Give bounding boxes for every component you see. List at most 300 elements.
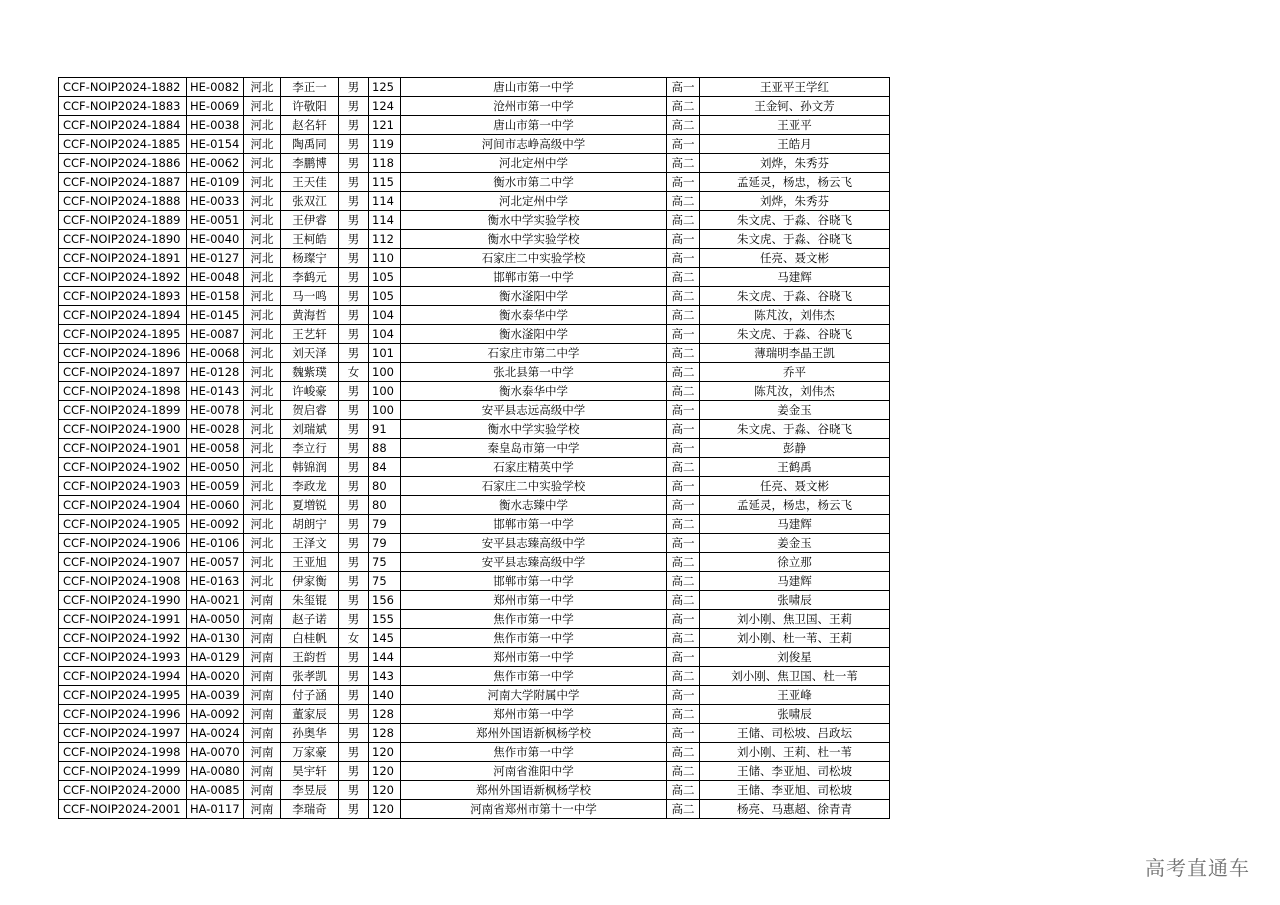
cell-seat-id: HA-0039 <box>187 686 244 705</box>
cell-score: 155 <box>369 610 401 629</box>
cell-gender: 男 <box>339 667 369 686</box>
cell-seat-id: HE-0057 <box>187 553 244 572</box>
cell-coaches: 马建辉 <box>700 268 890 287</box>
cell-province: 河北 <box>244 249 281 268</box>
cell-score: 110 <box>369 249 401 268</box>
table-row <box>59 439 890 458</box>
cell-school: 邯郸市第一中学 <box>401 268 667 287</box>
cell-school: 河南大学附属中学 <box>401 686 667 705</box>
cell-student-name: 杨璨宁 <box>281 249 339 268</box>
cell-school: 邯郸市第一中学 <box>401 515 667 534</box>
cell-student-name: 韩锦润 <box>281 458 339 477</box>
table-row <box>59 496 890 515</box>
cell-coaches: 王储、李亚旭、司松坡 <box>700 781 890 800</box>
table-row <box>59 230 890 249</box>
cell-gender: 男 <box>339 572 369 591</box>
cell-grade: 高二 <box>667 382 700 401</box>
cell-grade: 高二 <box>667 743 700 762</box>
cell-contest-id: CCF-NOIP2024-1904 <box>59 496 187 515</box>
table-row <box>59 287 890 306</box>
table-row <box>59 97 890 116</box>
cell-student-name: 李鹏博 <box>281 154 339 173</box>
cell-contest-id: CCF-NOIP2024-1998 <box>59 743 187 762</box>
cell-seat-id: HE-0058 <box>187 439 244 458</box>
cell-school: 衡水中学实验学校 <box>401 420 667 439</box>
cell-seat-id: HE-0051 <box>187 211 244 230</box>
cell-coaches: 乔平 <box>700 363 890 382</box>
cell-contest-id: CCF-NOIP2024-1897 <box>59 363 187 382</box>
cell-student-name: 许敬阳 <box>281 97 339 116</box>
cell-score: 79 <box>369 515 401 534</box>
cell-grade: 高二 <box>667 116 700 135</box>
cell-score: 120 <box>369 800 401 819</box>
cell-score: 88 <box>369 439 401 458</box>
cell-grade: 高二 <box>667 572 700 591</box>
cell-student-name: 胡朗宁 <box>281 515 339 534</box>
cell-grade: 高一 <box>667 724 700 743</box>
cell-seat-id: HA-0130 <box>187 629 244 648</box>
cell-score: 115 <box>369 173 401 192</box>
cell-school: 唐山市第一中学 <box>401 78 667 97</box>
cell-student-name: 贺启睿 <box>281 401 339 420</box>
table-row <box>59 762 890 781</box>
cell-province: 河南 <box>244 781 281 800</box>
cell-score: 156 <box>369 591 401 610</box>
cell-seat-id: HE-0078 <box>187 401 244 420</box>
cell-student-name: 朱玺锟 <box>281 591 339 610</box>
cell-score: 120 <box>369 762 401 781</box>
cell-score: 100 <box>369 401 401 420</box>
cell-score: 75 <box>369 553 401 572</box>
cell-contest-id: CCF-NOIP2024-1891 <box>59 249 187 268</box>
cell-seat-id: HE-0158 <box>187 287 244 306</box>
table-row <box>59 572 890 591</box>
cell-grade: 高二 <box>667 287 700 306</box>
cell-school: 衡水泰华中学 <box>401 306 667 325</box>
cell-student-name: 赵名轩 <box>281 116 339 135</box>
table-row <box>59 420 890 439</box>
cell-gender: 男 <box>339 496 369 515</box>
cell-contest-id: CCF-NOIP2024-1887 <box>59 173 187 192</box>
cell-student-name: 付子涵 <box>281 686 339 705</box>
cell-province: 河北 <box>244 572 281 591</box>
cell-province: 河北 <box>244 268 281 287</box>
cell-seat-id: HA-0021 <box>187 591 244 610</box>
cell-score: 100 <box>369 363 401 382</box>
table-row <box>59 724 890 743</box>
cell-seat-id: HE-0068 <box>187 344 244 363</box>
cell-gender: 男 <box>339 686 369 705</box>
cell-seat-id: HE-0106 <box>187 534 244 553</box>
cell-seat-id: HE-0092 <box>187 515 244 534</box>
table-row <box>59 363 890 382</box>
cell-province: 河北 <box>244 401 281 420</box>
cell-student-name: 魏紫璞 <box>281 363 339 382</box>
cell-contest-id: CCF-NOIP2024-1895 <box>59 325 187 344</box>
cell-student-name: 张孝凯 <box>281 667 339 686</box>
cell-gender: 女 <box>339 363 369 382</box>
cell-grade: 高二 <box>667 344 700 363</box>
table-row <box>59 553 890 572</box>
cell-gender: 男 <box>339 97 369 116</box>
cell-seat-id: HA-0129 <box>187 648 244 667</box>
cell-province: 河南 <box>244 610 281 629</box>
cell-student-name: 刘天泽 <box>281 344 339 363</box>
cell-school: 衡水泰华中学 <box>401 382 667 401</box>
cell-coaches: 杨亮、马惠超、徐青青 <box>700 800 890 819</box>
cell-school: 衡水中学实验学校 <box>401 230 667 249</box>
cell-gender: 男 <box>339 553 369 572</box>
table-row <box>59 591 890 610</box>
cell-gender: 男 <box>339 439 369 458</box>
cell-score: 143 <box>369 667 401 686</box>
cell-contest-id: CCF-NOIP2024-1992 <box>59 629 187 648</box>
cell-gender: 男 <box>339 610 369 629</box>
cell-province: 河北 <box>244 363 281 382</box>
cell-coaches: 王金钶、孙文芳 <box>700 97 890 116</box>
cell-score: 91 <box>369 420 401 439</box>
cell-school: 焦作市第一中学 <box>401 667 667 686</box>
cell-gender: 男 <box>339 534 369 553</box>
cell-seat-id: HE-0087 <box>187 325 244 344</box>
cell-grade: 高二 <box>667 154 700 173</box>
cell-seat-id: HE-0040 <box>187 230 244 249</box>
cell-province: 河南 <box>244 743 281 762</box>
cell-student-name: 王伊睿 <box>281 211 339 230</box>
cell-score: 112 <box>369 230 401 249</box>
cell-grade: 高一 <box>667 439 700 458</box>
cell-seat-id: HE-0127 <box>187 249 244 268</box>
cell-contest-id: CCF-NOIP2024-1903 <box>59 477 187 496</box>
cell-province: 河北 <box>244 116 281 135</box>
cell-contest-id: CCF-NOIP2024-1889 <box>59 211 187 230</box>
cell-coaches: 薄瑞明李晶王凯 <box>700 344 890 363</box>
cell-gender: 男 <box>339 591 369 610</box>
cell-gender: 男 <box>339 382 369 401</box>
cell-student-name: 王韵哲 <box>281 648 339 667</box>
cell-seat-id: HE-0082 <box>187 78 244 97</box>
cell-seat-id: HA-0080 <box>187 762 244 781</box>
cell-contest-id: CCF-NOIP2024-1899 <box>59 401 187 420</box>
cell-coaches: 王亚平王学红 <box>700 78 890 97</box>
cell-province: 河北 <box>244 135 281 154</box>
cell-student-name: 李昱辰 <box>281 781 339 800</box>
cell-score: 75 <box>369 572 401 591</box>
cell-grade: 高二 <box>667 515 700 534</box>
table-row <box>59 743 890 762</box>
cell-coaches: 王皓月 <box>700 135 890 154</box>
cell-coaches: 徐立那 <box>700 553 890 572</box>
cell-school: 唐山市第一中学 <box>401 116 667 135</box>
cell-contest-id: CCF-NOIP2024-1893 <box>59 287 187 306</box>
cell-coaches: 任亮、聂文彬 <box>700 477 890 496</box>
cell-score: 120 <box>369 743 401 762</box>
cell-gender: 男 <box>339 230 369 249</box>
cell-seat-id: HE-0028 <box>187 420 244 439</box>
cell-province: 河南 <box>244 705 281 724</box>
cell-province: 河北 <box>244 458 281 477</box>
cell-score: 104 <box>369 306 401 325</box>
cell-seat-id: HE-0050 <box>187 458 244 477</box>
table-row <box>59 211 890 230</box>
cell-contest-id: CCF-NOIP2024-1994 <box>59 667 187 686</box>
cell-contest-id: CCF-NOIP2024-1901 <box>59 439 187 458</box>
cell-school: 安平县志远高级中学 <box>401 401 667 420</box>
cell-contest-id: CCF-NOIP2024-1906 <box>59 534 187 553</box>
cell-province: 河北 <box>244 439 281 458</box>
cell-school: 郑州市第一中学 <box>401 591 667 610</box>
cell-province: 河北 <box>244 192 281 211</box>
cell-coaches: 刘小刚、焦卫国、王莉 <box>700 610 890 629</box>
table-row <box>59 705 890 724</box>
cell-student-name: 王亚旭 <box>281 553 339 572</box>
cell-coaches: 张啸辰 <box>700 705 890 724</box>
cell-province: 河北 <box>244 78 281 97</box>
cell-contest-id: CCF-NOIP2024-1908 <box>59 572 187 591</box>
cell-student-name: 王泽文 <box>281 534 339 553</box>
cell-coaches: 王储、司松坡、吕政坛 <box>700 724 890 743</box>
cell-coaches: 朱文虎、于淼、谷晓飞 <box>700 211 890 230</box>
cell-grade: 高一 <box>667 648 700 667</box>
cell-seat-id: HA-0050 <box>187 610 244 629</box>
cell-score: 114 <box>369 192 401 211</box>
cell-seat-id: HE-0062 <box>187 154 244 173</box>
cell-contest-id: CCF-NOIP2024-1990 <box>59 591 187 610</box>
results-table <box>58 77 890 819</box>
cell-province: 河北 <box>244 287 281 306</box>
table-row <box>59 268 890 287</box>
table-row <box>59 515 890 534</box>
cell-gender: 男 <box>339 648 369 667</box>
cell-gender: 男 <box>339 401 369 420</box>
cell-province: 河北 <box>244 344 281 363</box>
cell-contest-id: CCF-NOIP2024-1888 <box>59 192 187 211</box>
cell-coaches: 刘俊星 <box>700 648 890 667</box>
cell-province: 河北 <box>244 420 281 439</box>
cell-seat-id: HA-0085 <box>187 781 244 800</box>
cell-contest-id: CCF-NOIP2024-1902 <box>59 458 187 477</box>
cell-gender: 男 <box>339 154 369 173</box>
cell-grade: 高一 <box>667 249 700 268</box>
cell-school: 郑州市第一中学 <box>401 648 667 667</box>
cell-seat-id: HA-0070 <box>187 743 244 762</box>
cell-coaches: 朱文虎、于淼、谷晓飞 <box>700 230 890 249</box>
cell-contest-id: CCF-NOIP2024-1898 <box>59 382 187 401</box>
cell-gender: 男 <box>339 762 369 781</box>
cell-school: 衡水中学实验学校 <box>401 211 667 230</box>
cell-school: 郑州市第一中学 <box>401 705 667 724</box>
cell-student-name: 张双江 <box>281 192 339 211</box>
table-row <box>59 800 890 819</box>
cell-score: 114 <box>369 211 401 230</box>
cell-school: 石家庄二中实验学校 <box>401 477 667 496</box>
cell-student-name: 李立行 <box>281 439 339 458</box>
cell-score: 121 <box>369 116 401 135</box>
watermark-logo: 高考直通车 <box>1145 856 1250 880</box>
table-row <box>59 534 890 553</box>
cell-student-name: 白桂帆 <box>281 629 339 648</box>
cell-coaches: 孟延灵，杨忠，杨云飞 <box>700 496 890 515</box>
table-row <box>59 458 890 477</box>
cell-student-name: 万家豪 <box>281 743 339 762</box>
results-body <box>59 78 890 819</box>
table-row <box>59 382 890 401</box>
cell-student-name: 昊宇轩 <box>281 762 339 781</box>
cell-school: 河北定州中学 <box>401 154 667 173</box>
cell-contest-id: CCF-NOIP2024-1995 <box>59 686 187 705</box>
cell-gender: 男 <box>339 800 369 819</box>
cell-gender: 男 <box>339 135 369 154</box>
cell-province: 河北 <box>244 154 281 173</box>
cell-gender: 男 <box>339 724 369 743</box>
cell-province: 河北 <box>244 496 281 515</box>
cell-province: 河北 <box>244 477 281 496</box>
cell-school: 郑州外国语新枫杨学校 <box>401 724 667 743</box>
cell-gender: 男 <box>339 173 369 192</box>
cell-coaches: 马建辉 <box>700 572 890 591</box>
cell-score: 104 <box>369 325 401 344</box>
table-row <box>59 192 890 211</box>
cell-student-name: 李鹤元 <box>281 268 339 287</box>
cell-seat-id: HE-0048 <box>187 268 244 287</box>
cell-student-name: 黄海哲 <box>281 306 339 325</box>
cell-province: 河北 <box>244 97 281 116</box>
table-row <box>59 306 890 325</box>
cell-score: 128 <box>369 705 401 724</box>
cell-score: 80 <box>369 496 401 515</box>
cell-grade: 高二 <box>667 781 700 800</box>
cell-gender: 男 <box>339 515 369 534</box>
cell-coaches: 刘烨，朱秀芬 <box>700 192 890 211</box>
cell-student-name: 王天佳 <box>281 173 339 192</box>
cell-school: 石家庄市第二中学 <box>401 344 667 363</box>
cell-school: 焦作市第一中学 <box>401 629 667 648</box>
cell-score: 145 <box>369 629 401 648</box>
table-row <box>59 401 890 420</box>
cell-province: 河南 <box>244 800 281 819</box>
cell-contest-id: CCF-NOIP2024-2000 <box>59 781 187 800</box>
cell-gender: 男 <box>339 325 369 344</box>
cell-gender: 男 <box>339 249 369 268</box>
cell-grade: 高一 <box>667 686 700 705</box>
cell-grade: 高二 <box>667 705 700 724</box>
cell-grade: 高一 <box>667 496 700 515</box>
cell-gender: 男 <box>339 211 369 230</box>
cell-coaches: 姜金玉 <box>700 534 890 553</box>
cell-school: 张北县第一中学 <box>401 363 667 382</box>
cell-province: 河南 <box>244 629 281 648</box>
cell-school: 邯郸市第一中学 <box>401 572 667 591</box>
cell-student-name: 李政龙 <box>281 477 339 496</box>
cell-contest-id: CCF-NOIP2024-1883 <box>59 97 187 116</box>
cell-school: 安平县志臻高级中学 <box>401 534 667 553</box>
cell-student-name: 赵子诺 <box>281 610 339 629</box>
cell-gender: 男 <box>339 287 369 306</box>
cell-student-name: 刘瑞斌 <box>281 420 339 439</box>
cell-province: 河北 <box>244 515 281 534</box>
cell-school: 秦皇岛市第一中学 <box>401 439 667 458</box>
cell-grade: 高一 <box>667 78 700 97</box>
cell-student-name: 许峻豪 <box>281 382 339 401</box>
cell-seat-id: HE-0109 <box>187 173 244 192</box>
cell-contest-id: CCF-NOIP2024-1996 <box>59 705 187 724</box>
cell-grade: 高一 <box>667 477 700 496</box>
cell-student-name: 马一鸣 <box>281 287 339 306</box>
cell-gender: 男 <box>339 705 369 724</box>
cell-coaches: 王鹤禹 <box>700 458 890 477</box>
cell-seat-id: HA-0117 <box>187 800 244 819</box>
cell-gender: 男 <box>339 458 369 477</box>
cell-grade: 高一 <box>667 401 700 420</box>
cell-grade: 高一 <box>667 173 700 192</box>
cell-province: 河南 <box>244 648 281 667</box>
cell-coaches: 朱文虎、于淼、谷晓飞 <box>700 420 890 439</box>
cell-gender: 男 <box>339 420 369 439</box>
cell-province: 河南 <box>244 686 281 705</box>
cell-seat-id: HE-0163 <box>187 572 244 591</box>
cell-school: 沧州市第一中学 <box>401 97 667 116</box>
cell-contest-id: CCF-NOIP2024-1890 <box>59 230 187 249</box>
table-row <box>59 154 890 173</box>
cell-score: 79 <box>369 534 401 553</box>
cell-seat-id: HE-0069 <box>187 97 244 116</box>
cell-coaches: 刘烨，朱秀芬 <box>700 154 890 173</box>
table-row <box>59 667 890 686</box>
cell-grade: 高二 <box>667 192 700 211</box>
cell-school: 郑州外国语新枫杨学校 <box>401 781 667 800</box>
cell-score: 125 <box>369 78 401 97</box>
cell-gender: 男 <box>339 306 369 325</box>
cell-coaches: 任亮、聂文彬 <box>700 249 890 268</box>
cell-grade: 高二 <box>667 97 700 116</box>
cell-score: 118 <box>369 154 401 173</box>
cell-score: 120 <box>369 781 401 800</box>
cell-coaches: 王亚平 <box>700 116 890 135</box>
cell-contest-id: CCF-NOIP2024-1993 <box>59 648 187 667</box>
cell-contest-id: CCF-NOIP2024-1907 <box>59 553 187 572</box>
cell-school: 河间市志峥高级中学 <box>401 135 667 154</box>
cell-student-name: 夏増锐 <box>281 496 339 515</box>
cell-school: 河南省淮阳中学 <box>401 762 667 781</box>
cell-seat-id: HA-0024 <box>187 724 244 743</box>
cell-gender: 男 <box>339 192 369 211</box>
cell-coaches: 刘小刚、杜一苇、王莉 <box>700 629 890 648</box>
cell-student-name: 董家辰 <box>281 705 339 724</box>
cell-grade: 高二 <box>667 667 700 686</box>
cell-seat-id: HE-0145 <box>187 306 244 325</box>
table-row <box>59 78 890 97</box>
cell-province: 河北 <box>244 211 281 230</box>
cell-seat-id: HA-0092 <box>187 705 244 724</box>
table-row <box>59 344 890 363</box>
table-row <box>59 116 890 135</box>
table-row <box>59 781 890 800</box>
table-row <box>59 629 890 648</box>
cell-contest-id: CCF-NOIP2024-1884 <box>59 116 187 135</box>
table-row <box>59 173 890 192</box>
cell-coaches: 王亚峰 <box>700 686 890 705</box>
cell-contest-id: CCF-NOIP2024-1991 <box>59 610 187 629</box>
cell-school: 衡水志臻中学 <box>401 496 667 515</box>
cell-province: 河北 <box>244 325 281 344</box>
cell-school: 衡水滏阳中学 <box>401 325 667 344</box>
cell-seat-id: HE-0038 <box>187 116 244 135</box>
cell-grade: 高一 <box>667 135 700 154</box>
cell-school: 焦作市第一中学 <box>401 743 667 762</box>
cell-school: 安平县志臻高级中学 <box>401 553 667 572</box>
cell-coaches: 朱文虎、于淼、谷晓飞 <box>700 287 890 306</box>
cell-coaches: 张啸辰 <box>700 591 890 610</box>
